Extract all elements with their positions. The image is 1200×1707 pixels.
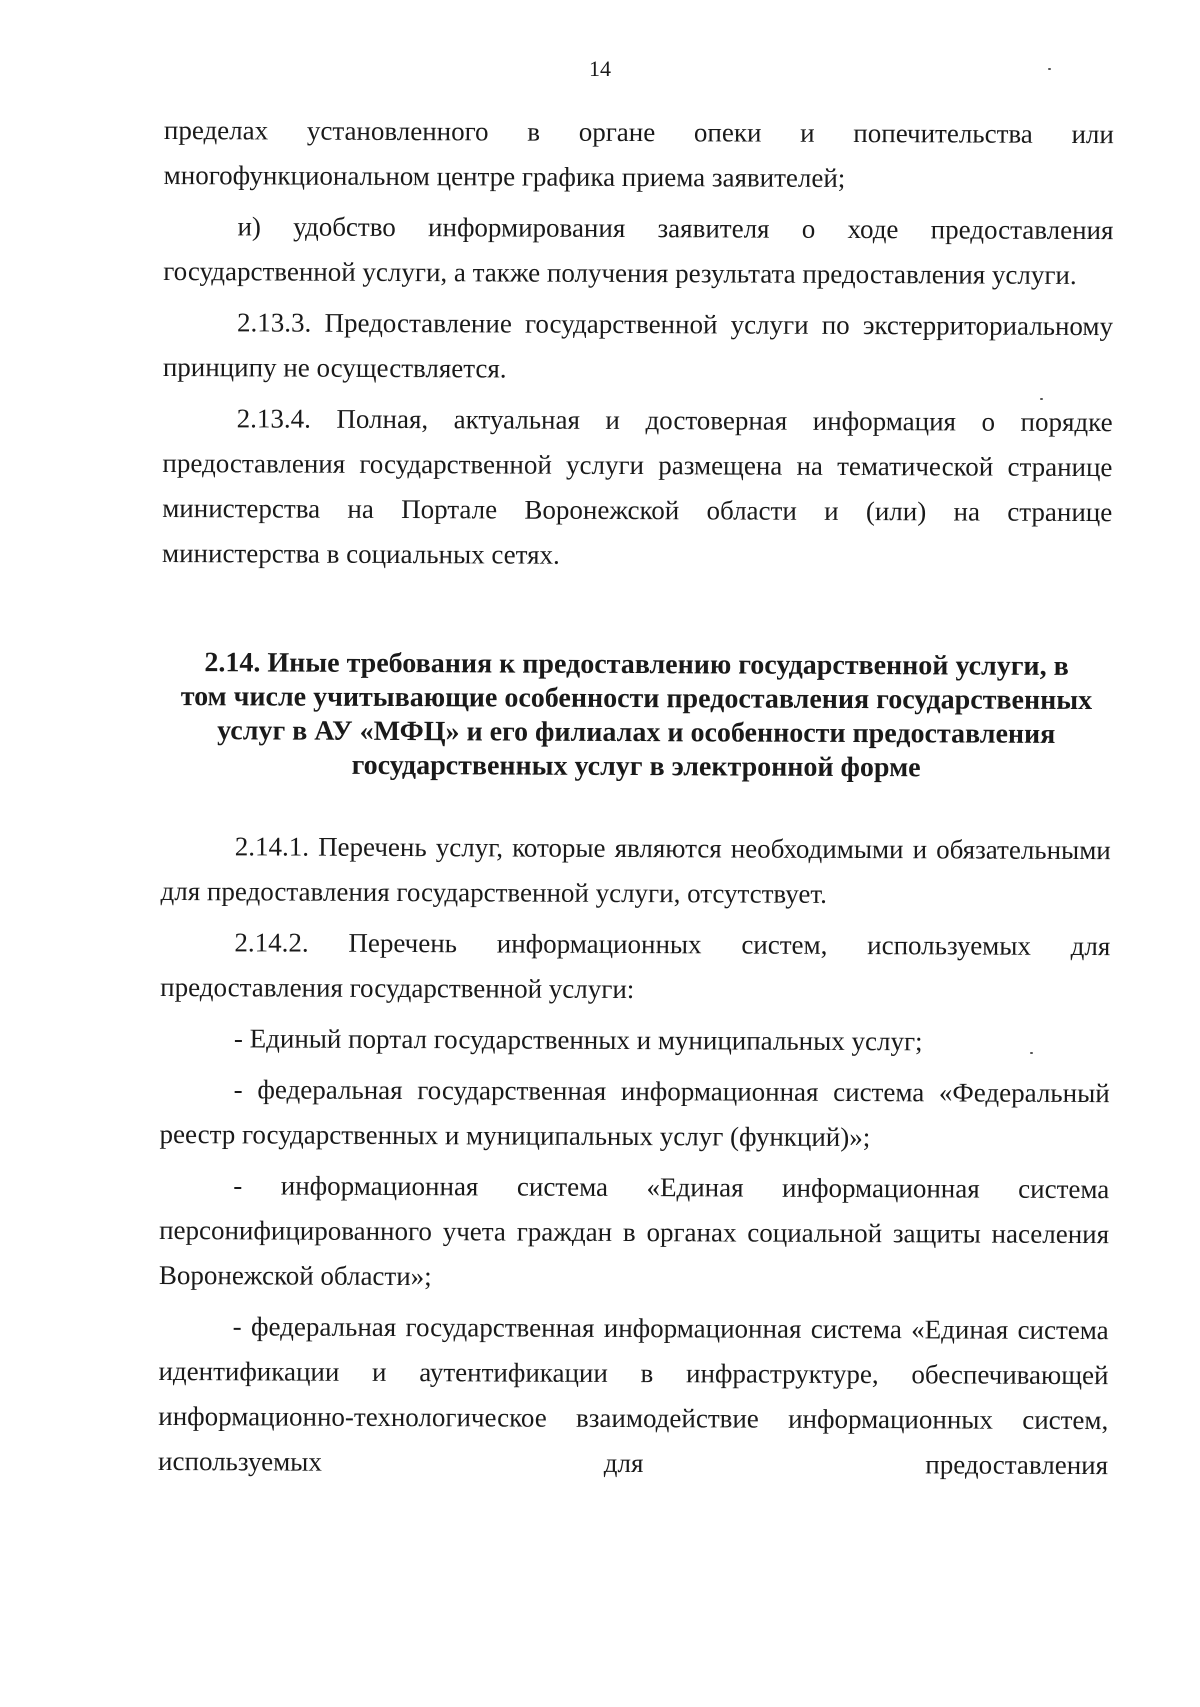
paragraph-reception-schedule: пределах установленного в органе опеки и попечительства или многофункциональном центре графика приема заявителей; <box>163 114 1114 193</box>
paragraph-2-14-1: 2.14.1. Перечень услуг, которые являются необходимыми и обязательными для предоставления государственной услуги, отсутствует. <box>160 831 1111 909</box>
paragraph-2-13-4: 2.13.4. Полная, актуальная и достоверная информация о порядке предоставления государственной услуги размещена на тематической странице министерства на Портале Воронежской области и (или) на странице министерства в социальных сетях. <box>161 403 1113 570</box>
heading-line: 2.14. Иные требования к предоставлению государственной услуги, в <box>204 647 1069 682</box>
list-item-identification-system: - федеральная государственная информационная система «Единая система идентификации и аутентификации в инфраструктуре, обеспечивающей информационно-технологическое взаимодействие информационных систем, используемых для предоставления <box>158 1311 1109 1481</box>
paragraph-2-14-2: 2.14.2. Перечень информационных систем, используемых для предоставления государственной услуги: <box>160 927 1111 1005</box>
paragraph-2-13-3: 2.13.3. Предоставление государственной услуги по экстерриториальному принципу не осуществляется. <box>162 307 1114 384</box>
document-body <box>158 108 1114 1494</box>
list-item-personified-accounting: - информационная система «Единая информационная система персонифицированного учета граждан в органах социальной защиты населения Воронежской области»; <box>158 1170 1110 1292</box>
list-item-unified-portal: - Единый портал государственных и муниципальных услуг; <box>233 1023 923 1057</box>
heading-line: услуг в АУ «МФЦ» и его филиалах и особенности предоставления <box>217 715 1056 750</box>
section-heading-2-14 <box>161 646 1112 786</box>
heading-line: том числе учитывающие особенности предоставления государственных <box>180 681 1093 717</box>
list-item-federal-registry: - федеральная государственная информационная система «Федеральный реестр государственных и муниципальных услуг (функций)»; <box>159 1074 1110 1153</box>
heading-line: государственных услуг в электронной форме <box>351 749 921 784</box>
scan-speck <box>1048 68 1051 70</box>
paragraph-informing-convenience: и) удобство информирования заявителя о ходе предоставления государственной услуги, а также получения результата предоставления услуги. <box>163 211 1114 290</box>
page-number: 14 <box>589 56 611 81</box>
